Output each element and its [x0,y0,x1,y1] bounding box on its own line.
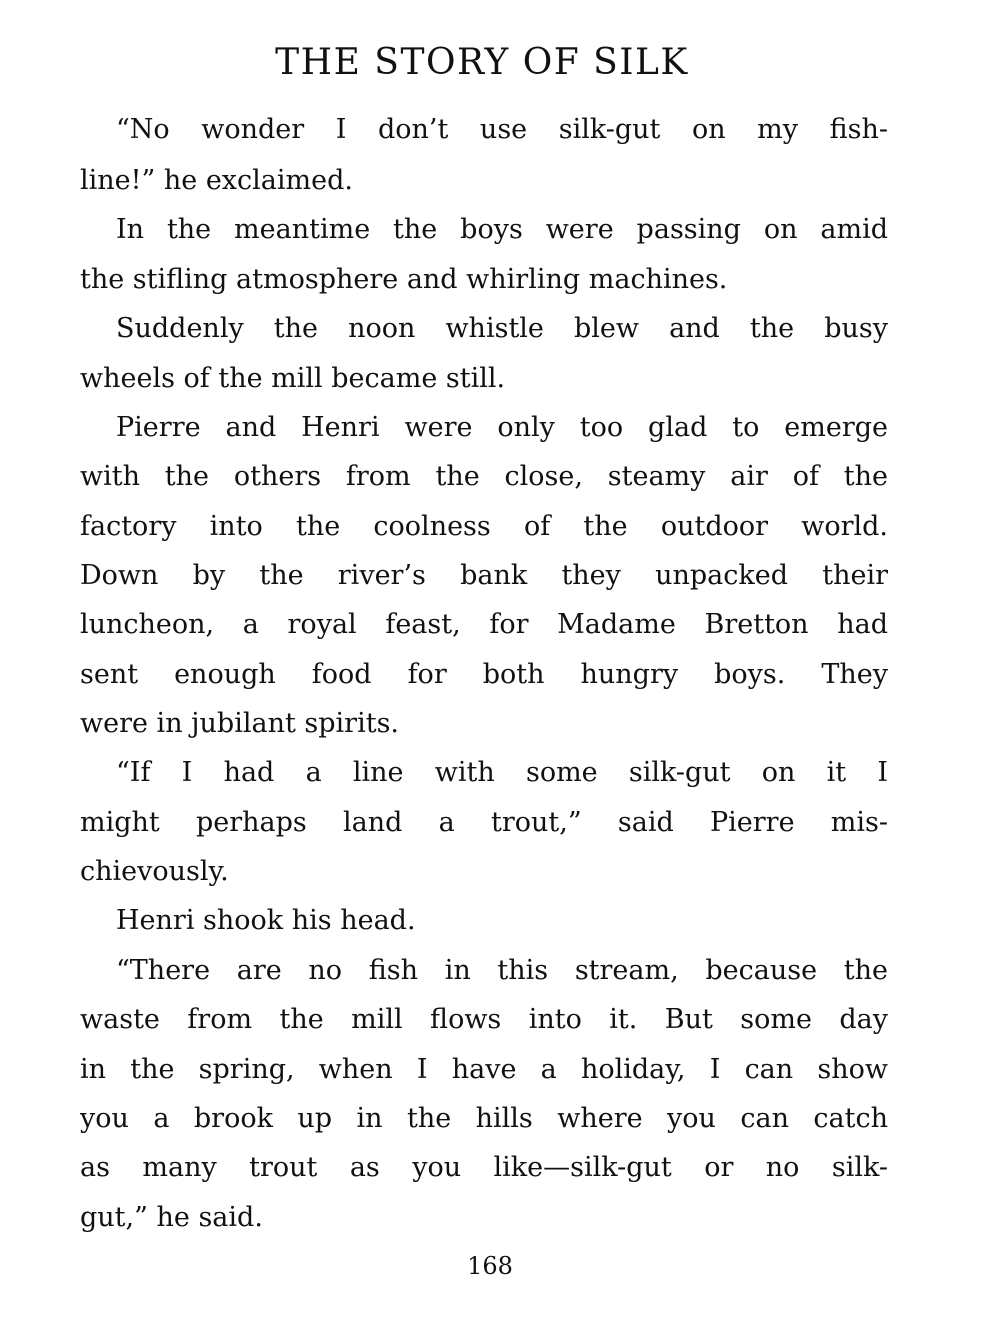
text-line: Down by the river’s bank they unpacked their [80,560,888,591]
text-line: gut,” he said. [80,1202,263,1233]
text-line: in the spring, when I have a holiday, I can show [80,1054,888,1085]
text-line: Suddenly the noon whistle blew and the busy [116,313,888,344]
text-line: waste from the mill flows into it. But some day [80,1004,888,1035]
text-line: might perhaps land a trout,” said Pierre mis- [80,807,888,838]
text-line: the stifling atmosphere and whirling machines. [80,264,728,295]
text-line: sent enough food for both hungry boys. They [80,659,888,690]
text-line: In the meantime the boys were passing on amid [116,214,888,245]
text-line: factory into the coolness of the outdoor world. [80,511,888,542]
text-line: with the others from the close, steamy air of the [80,461,888,492]
text-line: “No wonder I don’t use silk-gut on my fish- [116,114,888,145]
text-line: chievously. [80,856,229,887]
text-line: were in jubilant spirits. [80,708,400,739]
text-line: as many trout as you like—silk-gut or no silk- [80,1152,888,1183]
text-line: Henri shook his head. [116,905,416,936]
text-line: line!” he exclaimed. [80,165,353,196]
text-line: luncheon, a royal feast, for Madame Bretton had [80,609,888,640]
text-line: wheels of the mill became still. [80,363,506,394]
running-head: THE STORY OF SILK [275,42,689,83]
text-line: “There are no fish in this stream, because the [116,955,888,986]
text-line: Pierre and Henri were only too glad to emerge [116,412,888,443]
text-line: “If I had a line with some silk-gut on it I [116,757,888,788]
page-number: 168 [467,1252,513,1280]
text-line: you a brook up in the hills where you can catch [80,1103,888,1134]
